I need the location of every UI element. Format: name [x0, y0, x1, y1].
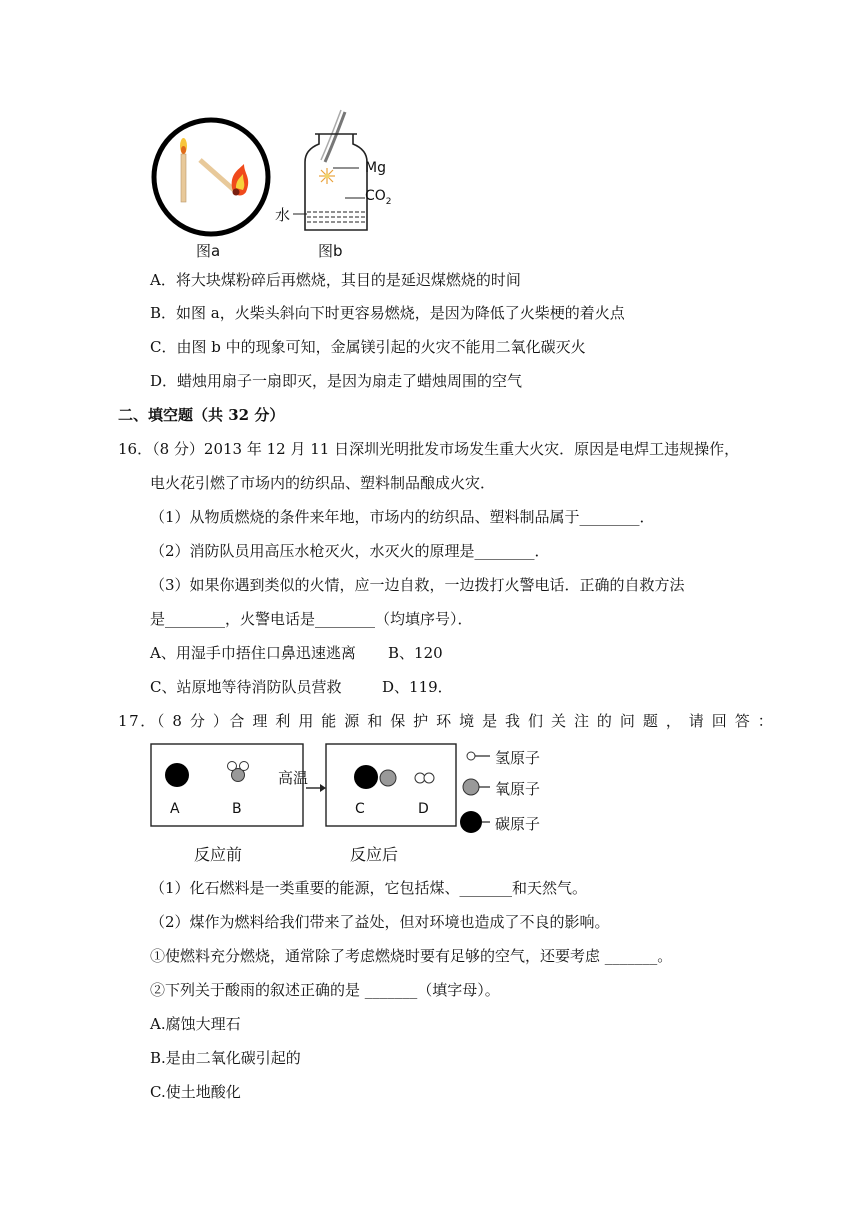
figure-a-matches [150, 116, 272, 238]
q16-option-b: B、120 [388, 644, 443, 662]
section-heading: 二、填空题（共 32 分） [118, 406, 285, 424]
co2-label: $CO_2$ [365, 188, 392, 207]
q16-option-a: A、用湿手巾捂住口鼻迅速逃离 [150, 644, 356, 662]
mg-label: Mg [365, 160, 386, 176]
figure-a-label: 图a [196, 242, 221, 260]
q15-option-b: B．如图 a，火柴头斜向下时更容易燃烧，是因为降低了火柴梗的着火点 [150, 304, 625, 322]
q17-option-c: C.使土地酸化 [150, 1083, 241, 1101]
q16-stem-line1: 16．（8 分）2013 年 12 月 11 日深圳光明批发市场发生重大火灾．原因是电焊工违规操作， [118, 440, 740, 458]
q17-circled-2: ②下列关于酸雨的叙述正确的是 _______（填字母）。 [150, 981, 500, 999]
diagram-label-a: A [170, 801, 180, 817]
diagram-label-c: C [355, 801, 365, 817]
legend-hydrogen: 氢原子 [495, 749, 541, 767]
q17-circled-1: ①使燃料充分燃烧，通常除了考虑燃烧时要有足够的空气，还要考虑 _______。 [150, 947, 673, 965]
q16-sub1: （1）从物质燃烧的条件来年地，市场内的纺织品、塑料制品属于________． [150, 508, 655, 526]
q16-sub3-line1: （3）如果你遇到类似的火情，应一边自救，一边拨打火警电话．正确的自救方法 [150, 576, 685, 594]
diagram-arrow-label: 高温 [278, 769, 309, 787]
q17-option-b: B.是由二氧化碳引起的 [150, 1049, 301, 1067]
q16-stem-line2: 电火花引燃了市场内的纺织品、塑料制品酿成火灾． [150, 474, 496, 492]
figure-b-label: 图b [318, 242, 343, 260]
q17-sub1: （1）化石燃料是一类重要的能源，它包括煤、_______和天然气。 [150, 879, 588, 897]
diagram-after-caption: 反应后 [350, 845, 399, 864]
q15-option-c: C．由图 b 中的现象可知，金属镁引起的火灾不能用二氧化碳灭火 [150, 338, 586, 356]
diagram-label-d: D [418, 801, 429, 817]
q17-option-a: A.腐蚀大理石 [150, 1015, 241, 1033]
q17-stem: 17．（ 8 分 ）合 理 利 用 能 源 和 保 护 环 境 是 我 们 关 注 的 问 题 ， 请 回 答 ： [118, 712, 775, 730]
legend-oxygen: 氧原子 [495, 780, 541, 798]
q15-option-a: A．将大块煤粉碎后再燃烧，其目的是延迟煤燃烧的时间 [150, 271, 521, 289]
q16-option-c: C、站原地等待消防队员营救 [150, 678, 342, 696]
q16-sub3-line2: 是________，火警电话是________（均填序号）． [150, 610, 473, 628]
legend-carbon: 碳原子 [495, 815, 541, 833]
diagram-label-b: B [232, 801, 242, 817]
q16-sub2: （2）消防队员用高压水枪灭火，水灭火的原理是________． [150, 542, 550, 560]
q16-option-d: D、119． [382, 678, 453, 696]
water-label: 水 [275, 206, 291, 224]
q17-sub2: （2）煤作为燃料给我们带来了益处，但对环境也造成了不良的影响。 [150, 913, 610, 931]
q15-option-d: D．蜡烛用扇子一扇即灭，是因为扇走了蜡烛周围的空气 [150, 372, 523, 390]
diagram-before-caption: 反应前 [194, 845, 243, 864]
